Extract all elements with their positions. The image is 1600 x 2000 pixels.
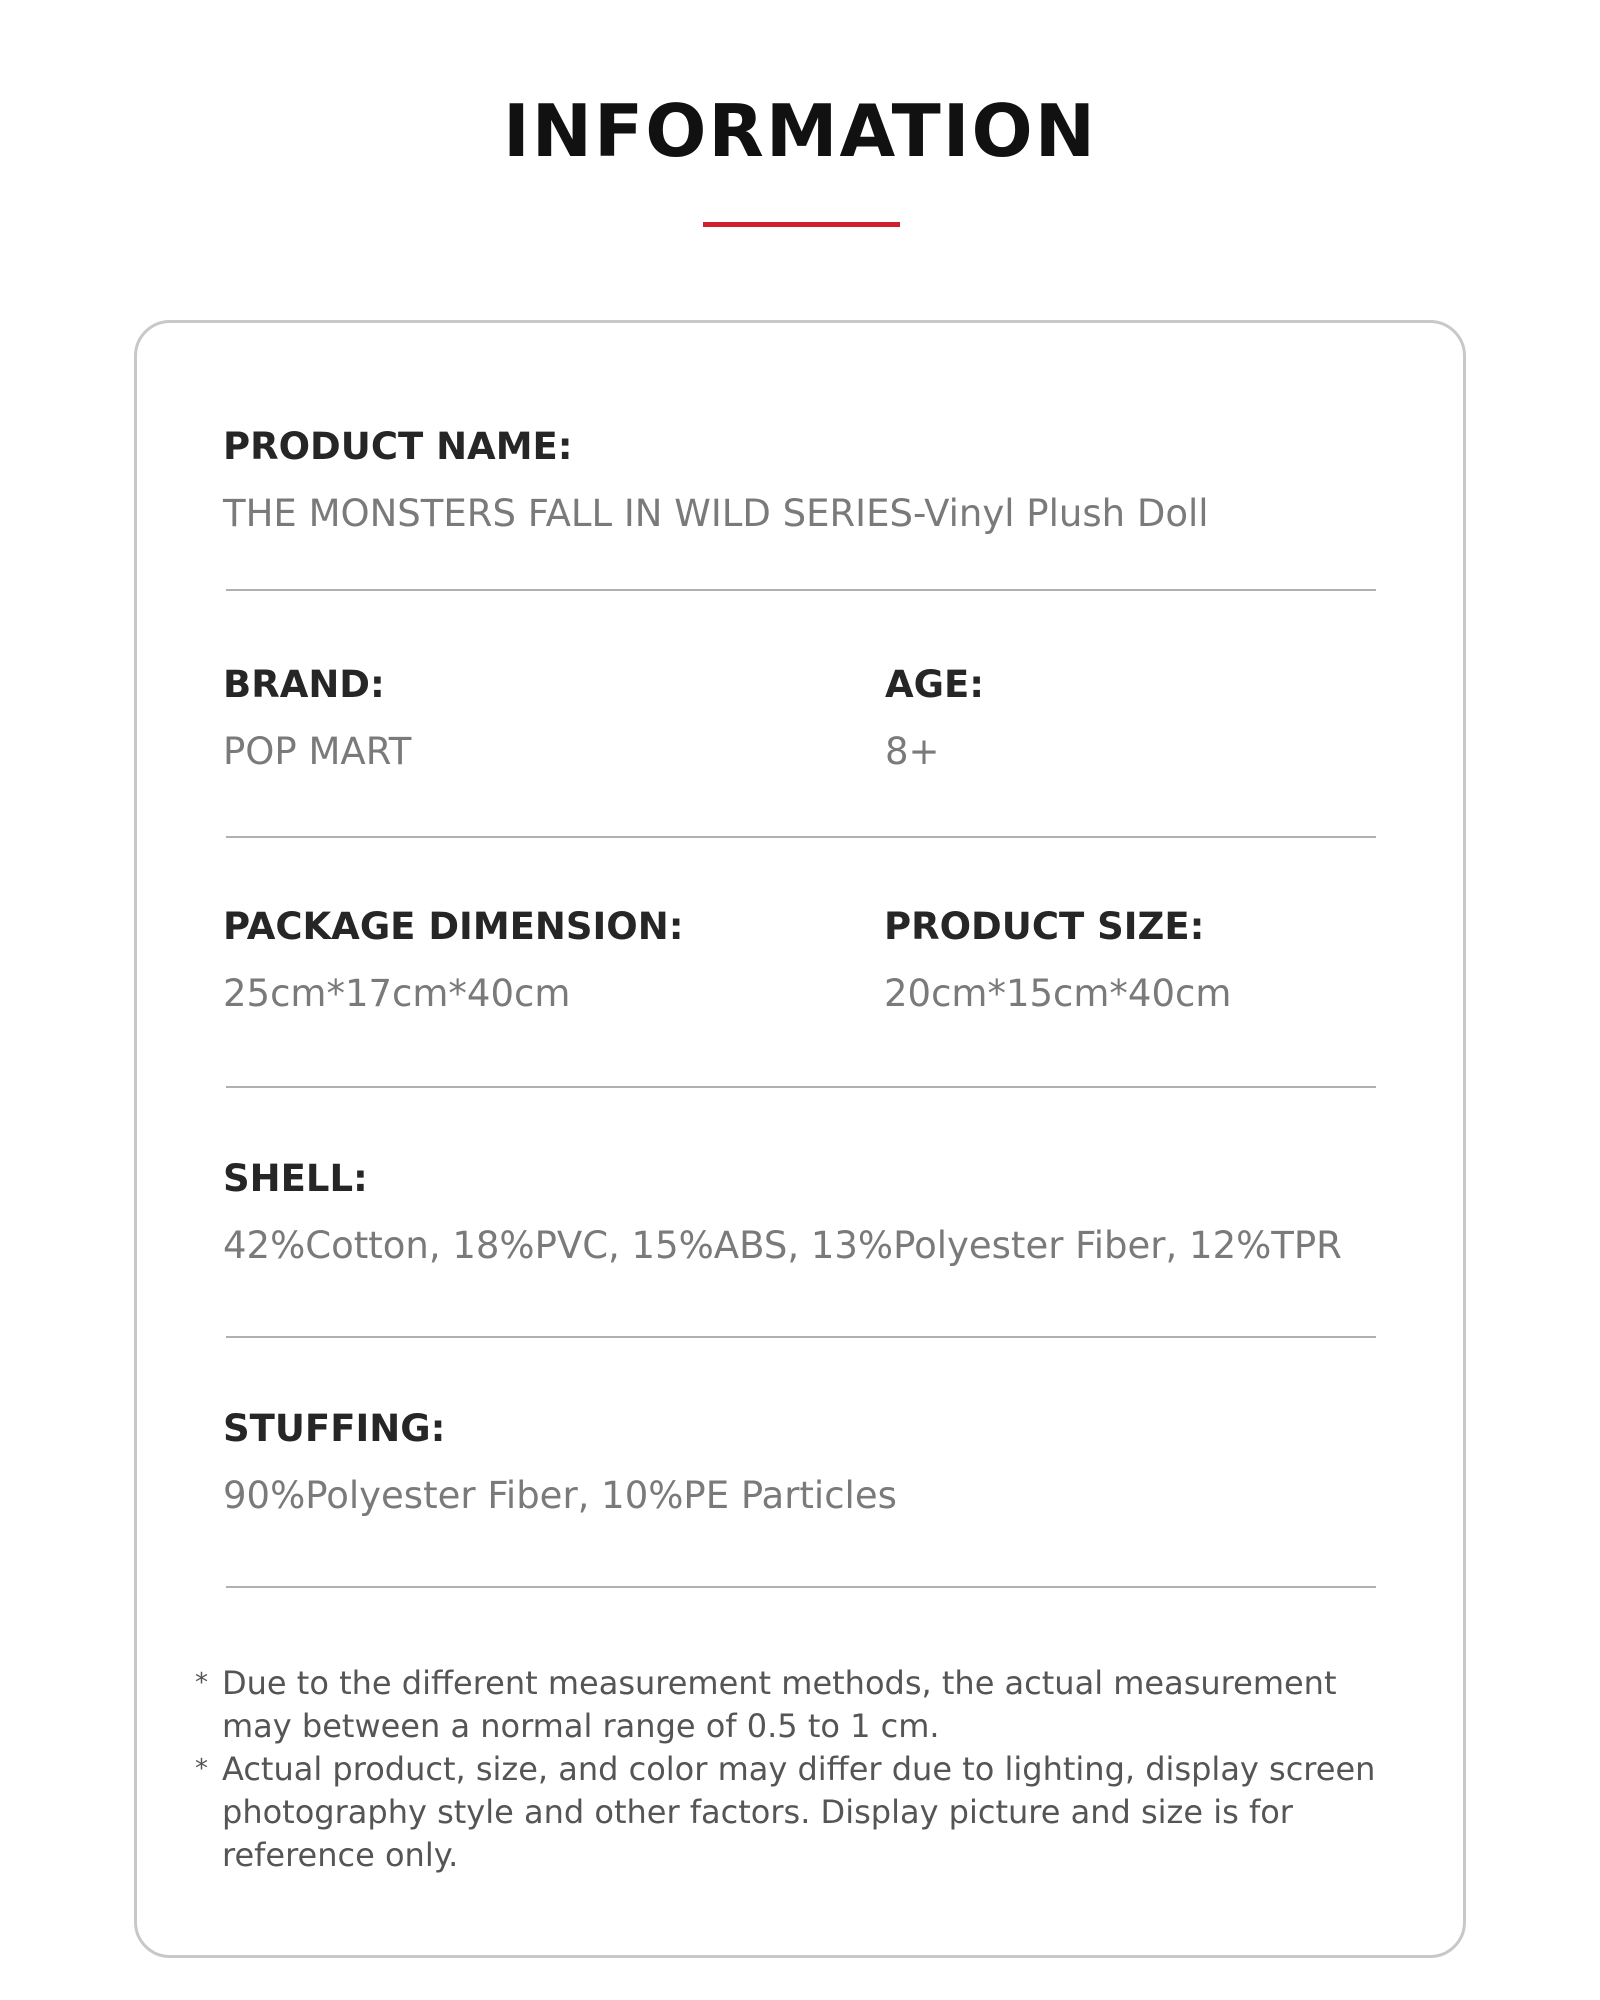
brand-value: POP MART	[223, 730, 412, 773]
age-value: 8+	[885, 730, 940, 773]
product-name-label: PRODUCT NAME:	[223, 425, 573, 468]
stuffing-value: 90%Polyester Fiber, 10%PE Particles	[223, 1474, 897, 1517]
asterisk-icon: *	[195, 1754, 208, 1784]
package-dimension-label: PACKAGE DIMENSION:	[223, 905, 684, 948]
product-name-field	[223, 425, 1209, 535]
title-underline	[703, 222, 900, 227]
brand-label: BRAND:	[223, 663, 385, 706]
stuffing-field	[223, 1407, 897, 1517]
note-appearance	[195, 1748, 1395, 1877]
note-text: Actual product, size, and color may differ due to lighting, display screen photography style and other factors. Display picture and size is for reference only.	[222, 1750, 1376, 1874]
note-text: Due to the different measurement methods, the actual measurement may between a normal range of 0.5 to 1 cm.	[222, 1664, 1337, 1745]
stuffing-label: STUFFING:	[223, 1407, 446, 1450]
age-label: AGE:	[885, 663, 985, 706]
divider	[226, 1586, 1376, 1588]
disclaimer-notes	[195, 1662, 1395, 1877]
divider	[226, 1336, 1376, 1338]
product-size-field	[884, 905, 1232, 1015]
divider	[226, 589, 1376, 591]
product-size-value: 20cm*15cm*40cm	[884, 972, 1232, 1015]
shell-label: SHELL:	[223, 1157, 368, 1200]
package-dimension-field	[223, 905, 684, 1015]
package-dimension-value: 25cm*17cm*40cm	[223, 972, 571, 1015]
note-measurement	[195, 1662, 1395, 1748]
divider	[226, 836, 1376, 838]
brand-field	[223, 663, 412, 773]
divider	[226, 1086, 1376, 1088]
shell-field	[223, 1157, 1342, 1267]
age-field	[885, 663, 985, 773]
page-title: INFORMATION	[502, 89, 1098, 173]
shell-value: 42%Cotton, 18%PVC, 15%ABS, 13%Polyester Fiber, 12%TPR	[223, 1224, 1342, 1267]
product-size-label: PRODUCT SIZE:	[884, 905, 1205, 948]
asterisk-icon: *	[195, 1668, 208, 1698]
product-name-value: THE MONSTERS FALL IN WILD SERIES-Vinyl Plush Doll	[223, 492, 1209, 535]
